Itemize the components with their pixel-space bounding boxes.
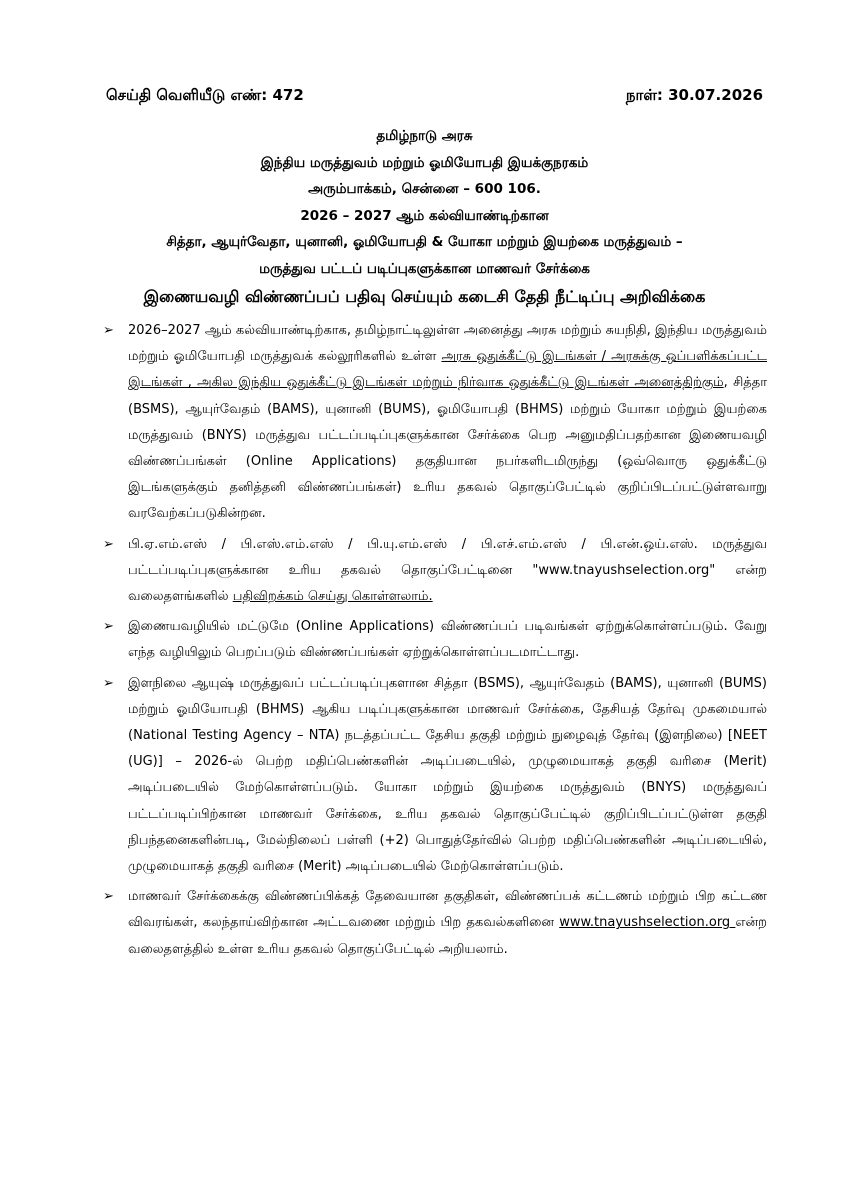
press-release-header [106, 86, 763, 106]
heading-address: அரும்பாக்கம், சென்னை – 600 106. [308, 181, 541, 197]
arrowhead-bullet-icon: ➢ [103, 619, 114, 635]
bullet-1-text-a: 2026–2027 ஆம் கல்வியாண்டிற்காக, தமிழ்நாட்டிலுள்ள அனைத்து அரசு மற்றும் சுயநிதி, இந்திய மருத்துவம் மற்றும் ஓமியோபதி மருத்துவக் கல்லூரிகளில் உள்ள [128, 323, 767, 365]
arrowhead-bullet-icon: ➢ [103, 323, 114, 338]
bullet-3-text: இணையவழியில் மட்டுமே (Online Applications) விண்ணப்பப் படிவங்கள் ஏற்றுக்கொள்ளப்படும். வேறு எந்த வழியிலும் பெறப்படும் விண்ணப்பங்கள் ஏற்றுக்கொள்ளப்படமாட்டாது. [128, 619, 767, 661]
heading-directorate: இந்திய மருத்துவம் மற்றும் ஓமியோபதி இயக்குநரகம் [260, 154, 589, 171]
release-date: நாள்: 30.07.2026 [625, 86, 763, 104]
release-number: செய்தி வெளியீடு எண்: 472 [106, 86, 304, 104]
bullet-item-5 [103, 884, 767, 963]
bullet-list [103, 318, 767, 967]
website-link[interactable]: www.tnayushselection.org [559, 915, 736, 931]
bullet-1-underlined-quota: அரசு ஒதுக்கீட்டு இடங்கள் / அரசுக்கு ஒப்பளிக்கப்பட்ட இடங்கள் , அகில இந்திய ஒதுக்கீட்டு இடங்கள் மற்றும் நிர்வாக ஒதுக்கீட்டு இடங்கள் அனைத்திற்கும் [128, 349, 767, 391]
bullet-2-underlined-download: பதிவிறக்கம் செய்து கொள்ளலாம். [232, 589, 433, 605]
bullet-item-2 [103, 532, 767, 611]
bullet-item-3 [103, 614, 767, 666]
heading-academic-year: 2026 – 2027 ஆம் கல்வியாண்டிற்கான [300, 207, 549, 224]
document-heading [80, 123, 769, 312]
arrowhead-bullet-icon: ➢ [103, 889, 114, 905]
heading-notice-title: இணையவழி விண்ணப்பப் பதிவு செய்யும் கடைசி தேதி நீட்டிப்பு அறிவிக்கை [143, 287, 706, 306]
bullet-item-1 [103, 318, 767, 528]
heading-government: தமிழ்நாடு அரசு [376, 128, 473, 144]
bullet-2-text-a: பி.ஏ.எம்.எஸ் / பி.எஸ்.எம்.எஸ் / பி.யு.எம்.எஸ் / பி.எச்.எம்.எஸ் / பி.என்.ஒய்.எஸ். மருத்துவ பட்டப்படிப்புகளுக்கான உரிய தகவல் தொகுப்பேட்டினை " [128, 536, 767, 578]
heading-admission: மருத்துவ பட்டப் படிப்புகளுக்கான மாணவர் சேர்க்கை [259, 260, 590, 277]
heading-courses: சித்தா, ஆயுர்வேதா, யுனானி, ஓமியோபதி & யோகா மற்றும் இயற்கை மருத்துவம் – [166, 234, 683, 250]
bullet-5-text-a: மாணவர் சேர்க்கைக்கு விண்ணப்பிக்கத் தேவையான தகுதிகள், விண்ணப்பக் கட்டணம் மற்றும் பிற கட்டண விவரங்கள், கலந்தாய்விற்கான அட்டவணை மற்றும் பிற தகவல்களினை [128, 889, 767, 931]
website-link[interactable]: www.tnayushselection.org [538, 562, 710, 578]
bullet-4-text: இளநிலை ஆயுஷ் மருத்துவப் பட்டப்படிப்புகளான சித்தா (BSMS), ஆயுர்வேதம் (BAMS), யுனானி (BUMS) மற்றும் ஓமியோபதி (BHMS) ஆகிய படிப்புகளுக்கான மாணவர் சேர்க்கை, தேசியத் தேர்வு முகமையால் (National Testing Agency – NTA) நடத்தப்பட்ட தேசிய தகுதி மற்றும் நுழைவுத் தேர்வு (இளநிலை) [NEET (UG)] – 2026-ல் பெற்ற மதிப்பெண்களின் அடிப்படையில், முழுமையாகத் தகுதி வரிசை (Merit) அடிப்படையில் மேற்கொள்ளப்படும். யோகா மற்றும் இயற்கை மருத்துவம் (BNYS) மருத்துவப் பட்டப்படிப்பிற்கான மாணவர் சேர்க்கை, உரிய தகவல் தொகுப்பேட்டில் குறிப்பிடப்பட்டுள்ள தகுதி நிபந்தனைகளின்படி, மேல்நிலைப் பள்ளி (+2) பொதுத்தேர்வில் பெற்ற மதிப்பெண்களின் அடிப்படையில், முழுமையாகத் தகுதி வரிசை (Merit) அடிப்படையில் மேற்கொள்ளப்படும். [128, 675, 767, 875]
bullet-2-text-b: " என்ற வலைதளங்களில் [128, 562, 767, 605]
bullet-item-4 [103, 671, 767, 881]
arrowhead-bullet-icon: ➢ [103, 675, 114, 691]
bullet-1-text-b: , சித்தா (BSMS), ஆயுர்வேதம் (BAMS), யுனானி (BUMS), ஓமியோபதி (BHMS) மற்றும் யோகா மற்றும் இயற்கை மருத்துவம் (BNYS) மருத்துவ பட்டப்படிப்புகளுக்கான சேர்க்கை பெற அனுமதிப்பதற்கான இணையவழி விண்ணப்பங்கள் (Online Applications) தகுதியான நபர்களிடமிருந்து (ஒவ்வொரு ஒதுக்கீட்டு இடங்களுக்கும் தனித்தனி விண்ணப்பங்கள்) உரிய தகவல் தொகுப்பேட்டில் குறிப்பிடப்பட்டுள்ளவாறு வரவேற்கப்படுகின்றன. [128, 375, 767, 522]
arrowhead-bullet-icon: ➢ [103, 536, 114, 552]
bullet-5-text-b: என்ற வலைதளத்தில் உள்ள உரிய தகவல் தொகுப்பேட்டில் அறியலாம். [128, 915, 767, 957]
